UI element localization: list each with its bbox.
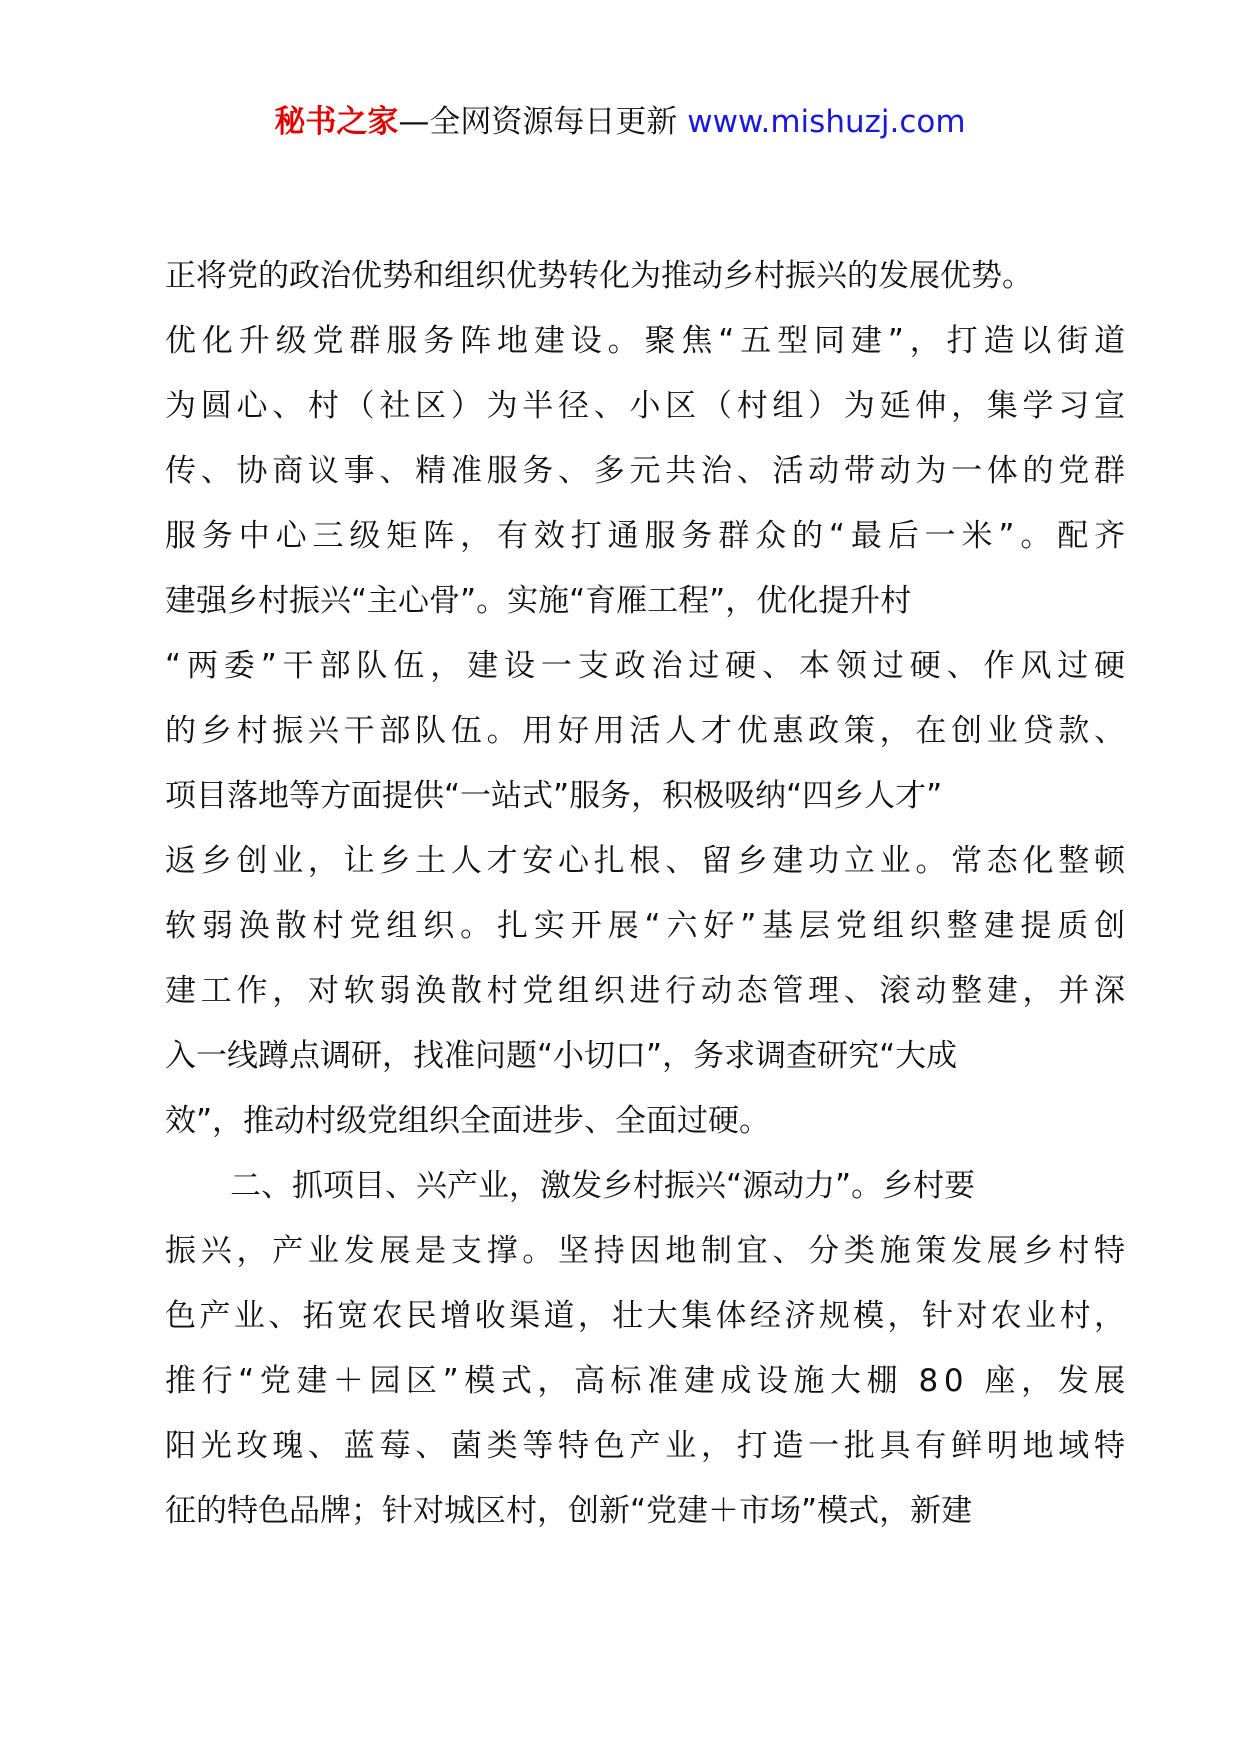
- text-line: 项目落地等方面提供“一站式”服务，积极吸纳“四乡人才”: [165, 778, 943, 814]
- website-link[interactable]: www.mishuzj.com: [687, 104, 966, 140]
- document-body: [165, 244, 1132, 1544]
- text-line: “两委”干部队伍，建设一支政治过硬、本领过硬、作风过硬: [165, 648, 1132, 684]
- text-line: 征的特色品牌；针对城区村，创新“党建＋市场”模式，新建: [165, 1493, 973, 1529]
- page-header: [0, 100, 1240, 144]
- text-line: 建工作，对软弱涣散村党组织进行动态管理、滚动整建，并深: [165, 973, 1130, 1009]
- text-line: 传、协商议事、精准服务、多元共治、活动带动为一体的党群: [165, 453, 1130, 489]
- text-line: 建强乡村振兴“主心骨”。实施“育雁工程”，优化提升村: [165, 583, 912, 619]
- text-line: 振兴，产业发展是支撑。坚持因地制宜、分类施策发展乡村特: [165, 1233, 1130, 1269]
- text-line: 的乡村振兴干部队伍。用好用活人才优惠政策，在创业贷款、: [165, 713, 1130, 749]
- text-line: 正将党的政治优势和组织优势转化为推动乡村振兴的发展优势。: [165, 258, 1033, 294]
- brand-name: 秘书之家: [274, 104, 399, 140]
- text-line: 软弱涣散村党组织。扎实开展“六好”基层党组织整建提质创: [165, 908, 1132, 944]
- text-line: 阳光玫瑰、蓝莓、菌类等特色产业，打造一批具有鲜明地域特: [165, 1428, 1130, 1464]
- text-line: 效”，推动村级党组织全面进步、全面过硬。: [165, 1103, 771, 1139]
- text-line: 二、抓项目、兴产业，激发乡村振兴“源动力”。乡村要: [230, 1168, 976, 1204]
- text-line: 返乡创业，让乡土人才安心扎根、留乡建功立业。常态化整顿: [165, 843, 1130, 879]
- text-line: 优化升级党群服务阵地建设。聚焦“五型同建”，打造以街道: [165, 323, 1132, 359]
- text-line: 服务中心三级矩阵，有效打通服务群众的“最后一米”。配齐: [165, 518, 1132, 554]
- text-line: 为圆心、村（社区）为半径、小区（村组）为延伸，集学习宣: [165, 388, 1130, 424]
- text-line: 入一线蹲点调研，找准问题“小切口”，务求调查研究“大成: [165, 1038, 958, 1074]
- header-slogan: —全网资源每日更新: [398, 104, 678, 140]
- text-line: 色产业、拓宽农民增收渠道，壮大集体经济规模，针对农业村，: [165, 1298, 1129, 1334]
- text-line: 推行“党建＋园区”模式，高标准建成设施大棚 80 座，发展: [165, 1363, 1131, 1399]
